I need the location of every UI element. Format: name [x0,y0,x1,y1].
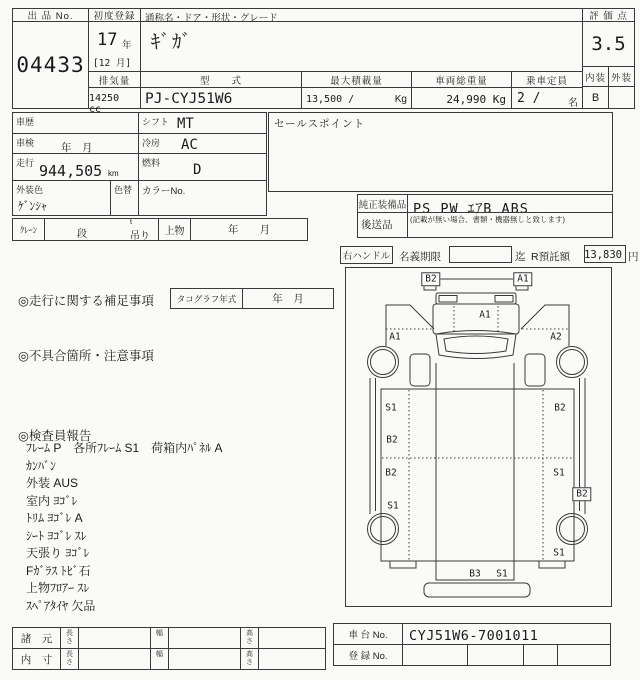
front-right-wheel [557,347,588,378]
later-items-label: 後送品 [361,219,393,231]
capacity-cell [511,87,583,109]
yen-label: 円 [628,251,639,263]
name-limit-box [449,246,512,263]
damage-code-label: A1 [389,331,401,343]
exterior-color-value: ｹﾞﾝｼｬ [18,199,47,213]
damage-code-label: B2 [385,467,397,479]
front-left-wheel [368,347,399,378]
cargo-bed [381,389,574,561]
inspector-report-line: 外装 AUS [26,476,79,490]
model-code-header: 型 式 [140,71,302,88]
displacement-cell [88,87,141,115]
inspection-cell [12,133,139,154]
inspector-report-heading: ◎検査員報告 [18,429,92,443]
history-label: 車歴 [16,117,35,127]
mileage-cell [12,153,139,181]
rear-right-wheel [557,514,588,545]
inspector-report-line: ｽﾍﾟｱﾀｲﾔ 欠品 [26,598,96,613]
damage-code-label: S1 [385,402,397,414]
tachograph-label-cell [170,288,243,309]
damage-code-label: A2 [550,331,562,343]
vehicle-name-value: ｷﾞｶﾞ [151,31,194,53]
inner-height-value-cell [258,648,326,670]
score-value: 3.5 [591,33,626,55]
lot-no-cell [12,21,89,109]
exterior-grade-cell [608,86,635,109]
damage-code-label: S1 [496,568,508,580]
spec-length-label-cell [60,627,79,649]
inner-length-label-cell [60,648,79,670]
rear-bumper [424,583,530,597]
windshield [436,331,516,359]
mileage-supplement-heading: ◎走行に関する補足事項 [18,294,154,308]
gvw-cell [411,87,512,109]
inspector-report-line: ｶﾝﾊﾞﾝ [26,458,57,473]
handle-badge [340,246,393,264]
oem-equipment-cell [407,194,613,217]
fuel-cell [138,153,267,181]
damage-code-label: B2 [554,402,566,414]
inner-length-value-cell [78,648,151,670]
spec-width-label-cell [150,627,169,649]
inspector-report-line: 天張り ﾖｺﾞﾚ [26,546,90,560]
displacement-header: 排気量 [88,71,141,88]
rear-left-wheel [368,514,399,545]
inspector-report-line: 上物ﾌﾛｱｰ ｽﾚ [26,581,90,595]
first-reg-month: [12 月] [93,58,132,69]
cooling-value: AC [181,137,198,153]
capacity-header: 乗車定員 [511,71,583,88]
displacement-value: 14250 cc [89,93,120,115]
exterior-color-cell [12,180,111,216]
max-payload-unit: Kg [394,94,407,105]
vehicle-name-header-label: 通称名・ドア・形状・グレード [145,13,278,24]
oem-equipment-value: PS PW ｴｱB ABS [413,201,529,217]
score-header: 評 価 点 [582,8,635,22]
shift-cell [138,112,267,134]
exterior-color-label: 外装色 [16,185,44,195]
oem-equipment-label-cell [357,194,408,213]
max-payload-cell [301,87,412,109]
lot-no-value: 04433 [16,53,85,77]
inner-width-label-cell [150,648,169,670]
crane-stage-cell [44,218,159,241]
name-limit-label: 名義期限 [399,251,441,263]
spec-height-value-cell [258,627,326,649]
deposit-box [584,245,626,263]
damage-code-label: B2 [386,434,398,446]
height-label: 高さ [246,630,253,646]
tachograph-label: タコグラフ年式 [176,293,237,304]
tachograph-value: 年 月 [272,293,304,305]
reg-no-cell [467,644,524,666]
shift-label: シフト [142,117,170,127]
damage-diagram [345,267,612,607]
inspection-value: 年 月 [61,142,93,154]
model-code-cell [140,87,302,109]
max-payload-header: 最大積載量 [301,71,412,88]
chassis-no-value: CYJ51W6-7001011 [409,628,539,644]
cooling-cell [138,133,267,154]
deposit-value: 13,830 [584,249,622,261]
inspection-label: 車検 [16,138,35,148]
tachograph-value-cell [242,288,334,309]
sales-point-box [268,112,613,192]
height-label: 高さ [246,651,253,667]
spec-row-label: 諸 元 [20,632,53,645]
chassis-no-label: 車 台 No. [348,630,388,641]
history-cell [12,112,139,134]
later-items-label-cell [357,212,408,238]
interior-grade-header: 内装 [582,66,609,87]
damage-code-label: S1 [553,467,565,479]
chassis-no-label-cell [333,623,403,645]
damage-code-label: S1 [387,500,399,512]
inspector-report-list [26,440,316,615]
mileage-label: 走行 [16,158,35,168]
inner-height-label-cell [240,648,259,670]
inner-row-label-cell [12,648,61,670]
recolor-cell [110,180,139,216]
width-label: 幅 [156,630,163,637]
crane-label: ｸﾚｰﾝ [19,224,37,235]
upper-body-cell [158,218,191,241]
crane-cell [12,218,45,241]
crane-stage-label: 段 [77,229,87,240]
gvw-header: 車両総重量 [411,71,512,88]
score-cell [582,21,635,67]
later-items-note: (記載が無い場合、書類・機器無しと致します) [410,215,565,224]
inspector-report-line: Fｶﾞﾗｽ ﾄﾋﾞ石 [26,563,91,578]
exterior-grade-header: 外装 [608,66,635,87]
inner-width-value-cell [168,648,241,670]
later-items-cell [407,212,613,238]
spec-row-label-cell [12,627,61,649]
damage-code-label: A1 [513,272,532,286]
sales-point-label: セールスポイント [274,118,366,130]
vehicle-name-header [140,8,583,22]
vehicle-name-cell [140,21,583,72]
first-registration-header: 初度登録 [88,8,141,22]
interior-grade-cell [582,86,609,109]
first-registration-cell [88,21,141,72]
damage-code-label: S1 [553,547,565,559]
upper-body-label: 上物 [164,226,185,237]
upper-body-year-cell [190,218,308,241]
recolor-label: 色替 [114,185,133,195]
reg-no-label-cell [333,644,403,666]
cab-roof [433,304,519,334]
damage-code-label: A1 [479,309,491,321]
fuel-label: 燃料 [142,158,161,168]
color-no-cell [138,180,267,216]
inner-row-label: 内 寸 [20,653,53,666]
deposit-label: R預託額 [531,251,571,263]
defect-heading: ◎不具合箇所・注意事項 [18,349,154,363]
reg-no-cell [557,644,611,666]
damage-code-label: B2 [421,272,440,286]
reg-no-cell [402,644,468,666]
fuel-value: D [193,162,202,178]
until-label: 迄 [515,251,526,263]
inspector-report-line: ﾌﾚｰﾑ P 各所ﾌﾚｰﾑ S1 荷箱内ﾊﾟﾈﾙ A [26,441,223,455]
chassis-no-cell [402,623,611,645]
upper-body-year-value: 年 月 [228,224,270,236]
mileage-unit: km [108,169,119,178]
capacity-unit: 名 [568,98,578,109]
cooling-label: 冷房 [142,138,161,148]
width-label: 幅 [156,651,163,658]
interior-grade-value: B [591,91,600,104]
oem-equipment-label: 純正装備品 [358,199,407,211]
first-reg-year: 17 [97,30,118,50]
crane-lift-label: 吊り [130,231,150,242]
spec-width-value-cell [168,627,241,649]
inspector-report-line: ﾄﾘﾑ ﾖｺﾞﾚ A [26,511,83,525]
length-label: 長さ [66,630,73,646]
length-label: 長さ [66,651,73,667]
model-code-value: PJ-CYJ51W6 [145,91,233,107]
color-no-label: カラーNo. [142,186,186,197]
shift-value: MT [177,116,194,132]
inspector-report-line: 室内 ﾖｺﾞﾚ [26,493,78,508]
damage-code-label: B2 [572,487,591,501]
year-unit: 年 [122,40,132,51]
spec-height-label-cell [240,627,259,649]
damage-code-label: B3 [469,568,481,580]
spec-length-value-cell [78,627,151,649]
crane-ton-label: t [130,219,132,226]
mileage-value: 944,505 [39,162,103,180]
handle-label: 右ハンドル [342,251,391,262]
reg-no-label: 登 録 No. [348,651,388,662]
gvw-value: 24,990 Kg [446,93,506,106]
reg-no-cell [523,644,558,666]
capacity-value: 2 / [517,91,541,106]
max-payload-value: 13,500 / [306,94,355,105]
lot-no-header: 出 品 No. [12,8,89,22]
inspector-report-line: ｼｰﾄ ﾖｺﾞﾚ ｽﾚ [26,528,87,543]
